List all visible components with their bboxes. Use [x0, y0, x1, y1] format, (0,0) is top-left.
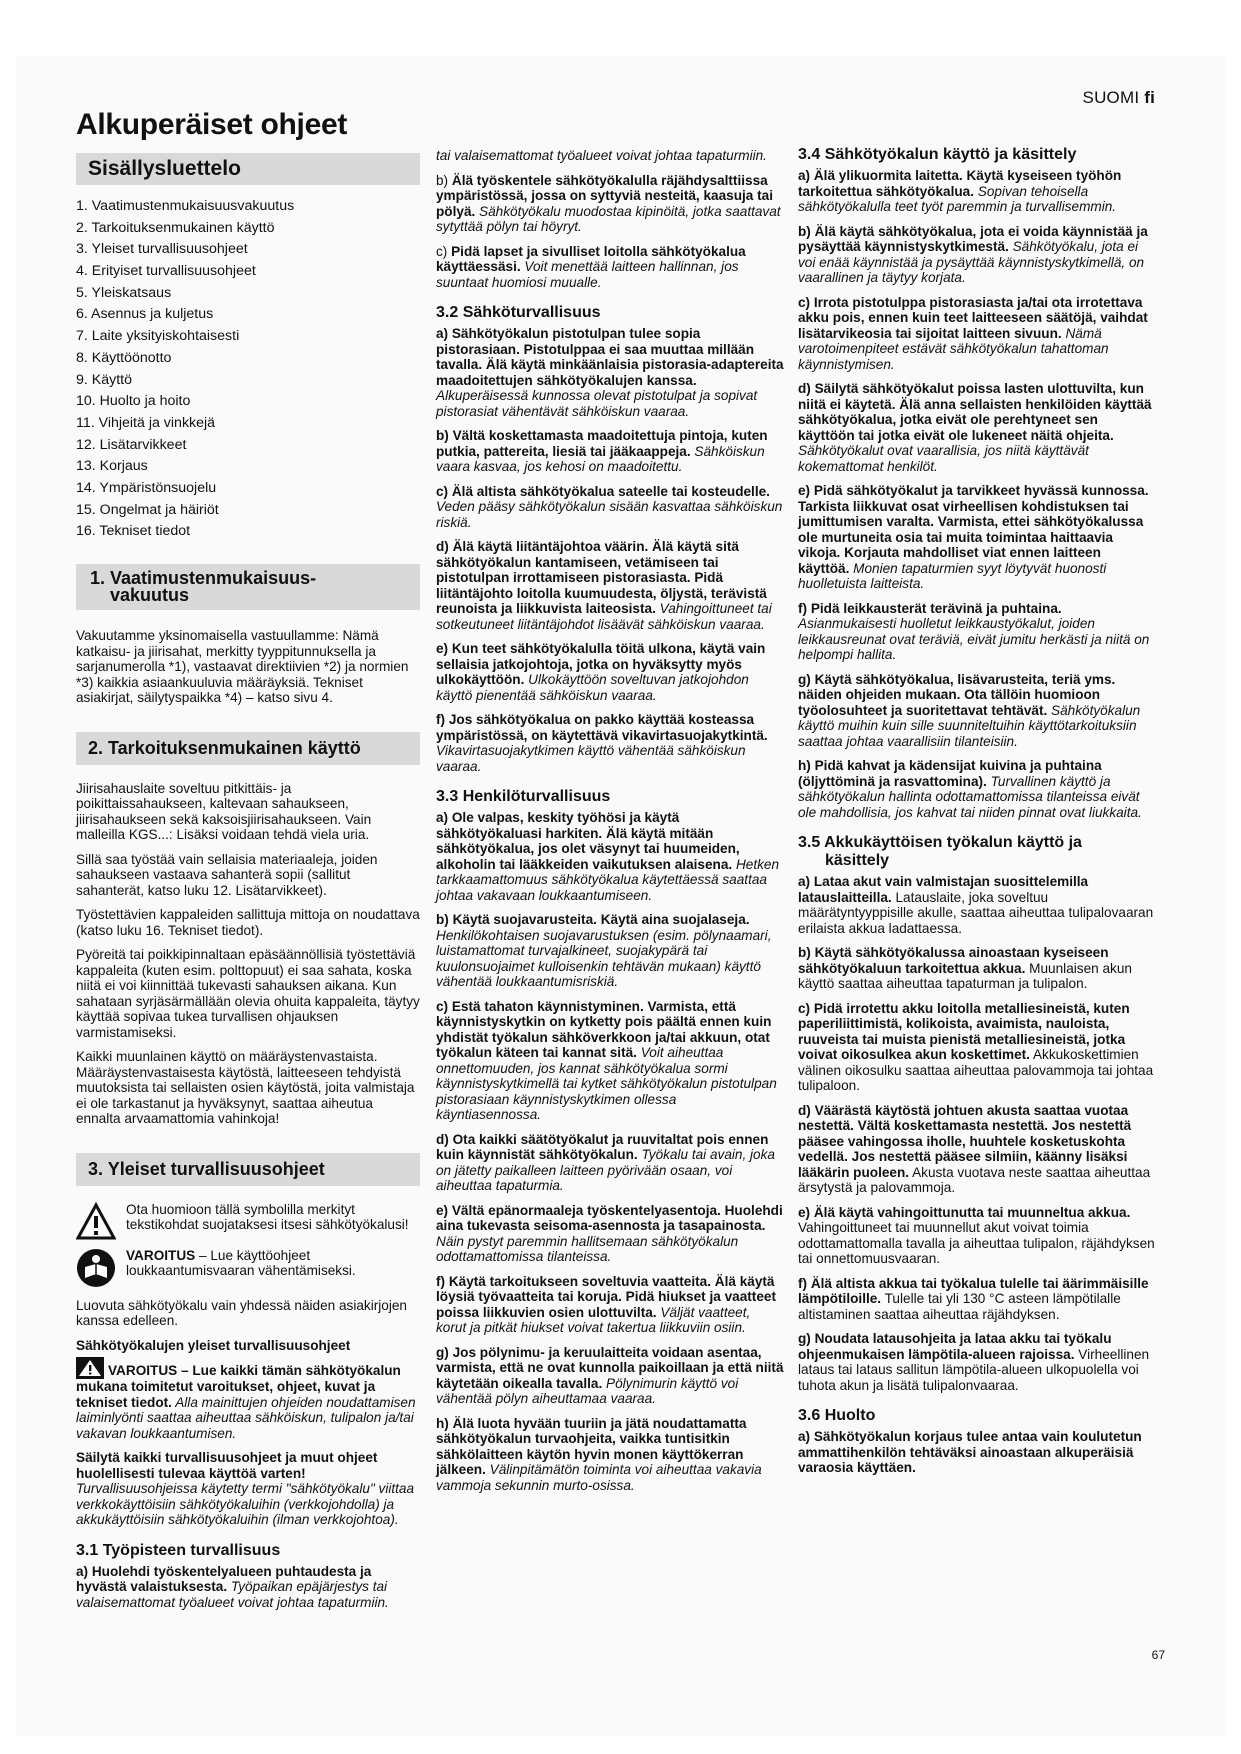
s33g-text: Pölynimurin käyttö voi vähentää pölyn aiheuttamaa vaaraa. — [436, 1375, 739, 1406]
s36a — [798, 1429, 1156, 1476]
s33a-bold: a) Ole valpas, keskity työhösi ja käytä sähkötyökaluasi harkiten. Älä käytä mitään sähkötyökalua, jos olet väsynyt tai huumeiden, alkoholin tai lääkkeiden vaikutuksen alaisena. — [436, 810, 740, 872]
s34b-bold: b) Älä käytä sähkötyökalua, jota ei voida käynnistää ja pysäyttää käynnistyskytkimestä. — [798, 223, 1148, 254]
s34a-bold: a) Älä ylikuormita laitetta. Käytä kyseiseen työhön tarkoitettua sähkötyökalua. — [798, 168, 1122, 199]
symbol-note-text: Ota huomioon tällä symbolilla merkityt tekstikohdat suojataksesi itsesi sähkötyökalusi! — [126, 1201, 409, 1232]
s33e-bold: e) Vältä epänormaaleja työskentelyasentoja. Huolehdi aina tukevasta seisoma-asennosta ja tasapainosta. — [436, 1202, 783, 1233]
s35-heading-line1: 3.5 Akkukäyttöisen työkalun käyttö ja — [798, 834, 1082, 851]
s35d — [798, 1103, 1156, 1196]
s35a — [798, 874, 1156, 936]
s31a-continuation: tai valaisemattomat työalueet voivat johtaa tapaturmiin. — [436, 148, 767, 163]
warning-label: VAROITUS — [126, 1247, 196, 1263]
page-title: Alkuperäiset ohjeet — [76, 108, 348, 141]
toc-item: 7. Laite yksityiskohtaisesti — [76, 328, 240, 345]
s33h-text: Välinpitämätön toiminta voi aiheuttaa vakavia vammoja sekunnin murto-osissa. — [436, 1462, 762, 1493]
s31a-italic: Työpaikan epäjärjestys tai valaisemattomat työalueet voivat johtaa tapaturmiin. — [76, 1579, 389, 1610]
s35g — [798, 1331, 1156, 1393]
warning-text: – Lue käyttöohjeet loukkaantumisvaaran vähentämiseksi. — [126, 1247, 356, 1278]
s33b-bold: b) Käytä suojavarusteita. Käytä aina suojalaseja. — [436, 912, 750, 927]
s32a-text: Alkuperäisessä kunnossa olevat pistotulpat ja sopivat pistorasiat vähentävät sähköiskun vaaraa. — [436, 388, 758, 419]
s35b — [798, 945, 1156, 992]
toc-heading: Sisällysluettelo — [76, 153, 420, 185]
s33b-text: Henkilökohtaisen suojavarustuksen (esim. pölynaamari, luistamattomat turvajalkineet, suojakypärä tai kuulonsuojaimet kulloisenkin tehtävän mukaan) käyttö vähentää loukkaantumisriskiä. — [436, 927, 772, 989]
s34h — [798, 758, 1156, 820]
s34b-text: Sähkötyökalu, jota ei voi enää käynnistää ja pysäyttää käynnistyskytkimellä, on vaarallinen ja täytyy korjata. — [798, 239, 1145, 285]
s31c — [436, 244, 784, 291]
s34d-bold: d) Säilytä sähkötyökalut poissa lasten ulottuvilta, kun niitä ei käytetä. Älä anna sellaisten henkilöiden käyttää sähkötyökalua, jotka eivät ole perehtyneet sen käyttöön tai jotka eivät ole lukeneet näitä ohjeita. — [798, 381, 1152, 443]
s34c — [798, 295, 1156, 373]
section-1-heading-line1: 1. Vaatimustenmukaisuus- — [90, 568, 317, 588]
s34e-text: Monien tapaturmien syyt löytyvät huonosti huolletuista laitteista. — [798, 560, 1107, 591]
s33f — [436, 1274, 784, 1336]
s34c-bold: c) Irrota pistotulppa pistorasiasta ja/tai ota irrotettava akku pois, ennen kuin teet laitteeseen säätöjä, vaihdat lisätarvikeosia tai sijoitat laitteen sivuun. — [798, 294, 1148, 341]
s33g — [436, 1345, 784, 1407]
general-warning — [76, 1357, 420, 1441]
s35g-text: Virheellinen lataus tai lataus sallitun lämpötila-alueen ulkopuolella voi tuhota akun ja lisätä tulipalonvaaraa. — [798, 1346, 1150, 1393]
page-number: 67 — [1151, 1648, 1165, 1662]
s35g-bold: g) Noudata latausohjeita ja lataa akku tai työkalu ohjeenmukaisen lämpötila-alueen rajoissa. — [798, 1331, 1112, 1362]
s35e — [798, 1205, 1156, 1267]
s33d-text: Työkalu tai avain, joka on jätetty paikalleen laitteen pyörivään osaan, voi aiheuttaa tapaturmia. — [436, 1147, 775, 1193]
column-1 — [76, 564, 420, 1619]
s34a — [798, 168, 1156, 215]
section-3-5-heading — [798, 834, 1156, 870]
s32e — [436, 641, 784, 703]
s32c-bold: c) Älä altista sähkötyökalua sateelle tai kosteudelle. — [436, 483, 770, 499]
s32e-bold: e) Kun teet sähkötyökalulla töitä ulkona, käytä vain sellaisia jatkojohtoja, jotka on hyväksytty myös ulkokäyttöön. — [436, 641, 766, 687]
read-manual-note — [76, 1248, 420, 1288]
s32b — [436, 428, 784, 475]
s32c — [436, 484, 784, 531]
s35d-bold: d) Väärästä käytöstä johtuen akusta saattaa vuotaa nestettä. Vältä koskettamasta nestettä. Jos nestettä pääsee vahingossa iholle, huuhtele kosketuskohta vedellä. Jos nestettä pääsee silmiin, käänny lisäksi lääkärin puoleen. — [798, 1102, 1132, 1180]
s35d-text: Akusta vuotava neste saattaa aiheuttaa ärsytystä ja palovammoja. — [798, 1164, 1151, 1195]
s34d-text: Sähkötyökalut ovat vaarallisia, jos niitä käyttävät kokemattomat henkilöt. — [798, 443, 1089, 474]
section-2-paragraph: Kaikki muunlainen käyttö on määräystenvastaista. Määräystenvastaisesta käytöstä, laitteeseen tehdyistä muutoksista tai sellaisten osien käytöstä, joita valmistaja ei ole tarkastanut ja hyväksynyt, saattaa aiheutua ennalta arvaamattomia vahinkoja! — [76, 1049, 415, 1126]
s32c-text: Veden pääsy sähkötyökalun sisään kasvattaa sähköiskun riskiä. — [436, 499, 783, 530]
s33f-text: Väljät vaatteet, korut ja pitkät hiukset voivat takertua liikkuviin osiin. — [436, 1304, 751, 1335]
s35e-text: Vahingoittuneet tai muunnellut akut voivat toimia odottamattomalla tavalla ja aiheuttaa tulipalon, räjähdyksen tai onnettomuusvaaran. — [798, 1220, 1155, 1266]
toc-item: 8. Käyttöönotto — [76, 349, 172, 366]
toc-item: 13. Korjaus — [76, 458, 148, 475]
s35b-bold: b) Käytä sähkötyökalussa ainoastaan kyseiseen sähkötyökaluun tarkoitettua akkua. — [798, 945, 1109, 976]
warning-small-icon — [76, 1357, 104, 1379]
s31b — [436, 173, 784, 235]
s32f-bold: f) Jos sähkötyökalua on pakko käyttää kosteassa ympäristössä, on käytettävä vikavirtasuojakytkintä. — [436, 712, 768, 743]
s34b — [798, 224, 1156, 286]
s33d — [436, 1132, 784, 1194]
s34f-text: Asianmukaisesti huolletut leikkaustyökalut, joiden leikkausreunat ovat teräviä, eivät jumitu herkästi ja niitä on helpompi hallita. — [798, 616, 1150, 662]
s35f-text: Tulelle tai yli 130 °C asteen lämpötilalle altistaminen saattaa aiheuttaa räjähdyksen. — [798, 1291, 1121, 1322]
toc-item: 6. Asennus ja kuljetus — [76, 306, 214, 323]
section-1-heading-line2: vakuutus — [110, 585, 190, 605]
s34c-text: Nämä varotoimenpiteet estävät sähkötyökalun tahattoman käynnistymisen. — [798, 325, 1109, 372]
s32b-bold: b) Vältä koskettamasta maadoitettuja pintoja, kuten putkia, pattereita, liesiä tai jääkaappeja. — [436, 428, 768, 459]
section-2-paragraph: Sillä saa työstää vain sellaisia materiaaleja, joiden sahaukseen vastaava sahanterä sopii (sallitut sahanterät, katso luku 12. Lisätarvikkeet). — [76, 851, 378, 898]
s33a — [436, 810, 784, 903]
toc-item: 9. Käyttö — [76, 371, 132, 388]
section-3-6-heading: 3.6 Huolto — [798, 1407, 876, 1424]
s33h — [436, 1416, 784, 1494]
section-3-3-heading: 3.3 Henkilöturvallisuus — [436, 788, 611, 805]
s32a — [436, 326, 784, 419]
toc-item: 2. Tarkoituksenmukainen käyttö — [76, 219, 275, 236]
s31b-bold: Älä työskentele sähkötyökalulla räjähdysalttiissa ympäristössä, jossa on syttyviä nesteitä, kaasuja tai pölyä. — [436, 172, 773, 219]
s31c-bold: Pidä lapset ja sivulliset loitolla sähkötyökalua käyttäessäsi. — [436, 243, 746, 274]
s31b-lead: b) — [436, 172, 452, 188]
keep-instructions-bold: Säilytä kaikki turvallisuusohjeet ja muut ohjeet huolellisesti tulevaa käyttöä varten! — [76, 1450, 378, 1481]
s33e-text: Näin pystyt paremmin hallitsemaan sähkötyökalun odottamattomissa tilanteissa. — [436, 1233, 739, 1264]
s35a-text: Latauslaite, joka soveltuu määrätyntyyppisille akulle, saattaa aiheuttaa tulipalovaaran erilaista akkua ladattaessa. — [798, 889, 1154, 936]
general-warning-italic: Alla mainittujen ohjeiden noudattamisen laiminlyönti saattaa aiheuttaa sähköiskun, tulipalon ja/tai vakavan loukkaantumisen. — [76, 1394, 416, 1441]
handover-text: Luovuta sähkötyökalu vain yhdessä näiden asiakirjojen kanssa edelleen. — [76, 1297, 407, 1328]
s35b-text: Muunlaisen akun käyttö saattaa aiheuttaa tapaturman ja tulipalon. — [798, 960, 1132, 991]
s31c-italic: Voit menettää laitteen hallinnan, jos suuntaat huomiosi muualle. — [436, 259, 739, 290]
s34h-text: Turvallinen käyttö ja sähkötyökalun hallinta odottamattomissa tilanteissa eivät ole mahdollisia, jos kahvat tai niiden pinnat ovat liukkaita. — [798, 773, 1142, 820]
section-3-4-heading: 3.4 Sähkötyökalun käyttö ja käsittely — [798, 146, 1077, 163]
toc-item: 5. Yleiskatsaus — [76, 284, 172, 301]
section-1-heading — [76, 564, 420, 610]
table-of-contents — [76, 196, 294, 543]
s33e — [436, 1203, 784, 1265]
section-2-paragraph: Pyöreitä tai poikkipinnaltaan epäsäännöllisiä työstettäviä kappaleita (kuten esim. polttopuut) ei saa sahata, koska niitä ei voi kiinnittää tukevasti sahauksen aikana. Kun sahataan syrjäsärmällään olevia ohuita kappaleita, täytyy käyttää sopivaa tukea turvallisen ohjauksen varmistamiseksi. — [76, 947, 420, 1040]
toc-item: 11. Vihjeitä ja vinkkejä — [76, 414, 216, 431]
s33d-bold: d) Ota kaikki säätötyökalut ja ruuvitaltat pois ennen kuin käynnistät sähkötyökalun. — [436, 1131, 769, 1162]
read-manual-icon — [76, 1248, 116, 1288]
toc-item: 14. Ympäristönsuojelu — [76, 479, 217, 496]
s32a-bold: a) Sähkötyökalun pistotulpan tulee sopia pistorasiaan. Pistotulppaa ei saa muuttaa millään tavalla. Älä käytä minkäänlaisia pistorasia-adaptereita maadoitettujen sähkötyökalujen kanssa. — [436, 326, 784, 388]
s35f — [798, 1276, 1156, 1323]
s35-heading-line2: käsittely — [825, 852, 890, 869]
s34g-bold: g) Käytä sähkötyökalua, lisävarusteita, teriä yms. näiden ohjeiden mukaan. Ota tällöin huomioon työolosuhteet ja suoritettavat tehtävät. — [798, 671, 1116, 718]
s32d-text: Vahingoittuneet tai sotkeutuneet liitäntäjohdot lisäävät sähköiskun vaaraa. — [436, 601, 772, 632]
s32d — [436, 539, 784, 632]
column-2 — [436, 148, 784, 1502]
s34e — [798, 483, 1156, 592]
s35f-bold: f) Älä altista akkua tai työkalua tulelle tai äärimmäisille lämpötiloille. — [798, 1275, 1149, 1306]
s31c-lead: c) — [436, 243, 452, 259]
warning-symbol-note — [76, 1202, 420, 1242]
section-2-paragraph: Työstettävien kappaleiden sallittuja mittoja on noudattava (katso luku 16. Tekniset tiedot). — [76, 907, 420, 938]
s34d — [798, 381, 1156, 474]
s34h-bold: h) Pidä kahvat ja kädensijat kuivina ja puhtaina (öljyttöminä ja rasvattomina). — [798, 758, 1102, 789]
section-2-body — [76, 781, 420, 1127]
toc-item: 12. Lisätarvikkeet — [76, 436, 187, 453]
column-3 — [798, 146, 1156, 1485]
section-2-heading: 2. Tarkoituksenmukainen käyttö — [76, 732, 420, 765]
s35e-bold: e) Älä käytä vahingoittunutta tai muunneltua akkua. — [798, 1204, 1131, 1220]
s33a-text: Hetken tarkkaamattomuus sähkötyökalua käytettäessä saattaa johtaa vakavaan loukkaantumiseen. — [436, 856, 780, 903]
s34f-bold: f) Pidä leikkausterät terävinä ja puhtaina. — [798, 600, 1062, 616]
s32d-bold: d) Älä käytä liitäntäjohtoa väärin. Älä käytä sitä sähkötyökalun kantamiseen, vetämiseen tai pistotulpan irrottamiseen pistorasiasta. Pidä liitäntäjohto loitolla kuumuudesta, öljystä, terävistä reunoista ja liikkuvista laiteosista. — [436, 539, 767, 616]
s33c-text: Voit aiheuttaa onnettomuuden, jos kannat sähkötyökalua sormi käynnistyskytkimellä tai kytket sähkötyökalun pistotulpan pistorasiaan käynnistyskytkimen ollessa käyntiasennossa. — [436, 1045, 777, 1122]
s33c-bold: c) Estä tahaton käynnistyminen. Varmista, että käynnistyskytkin on kytketty pois päältä ennen kuin yhdistät työkalun sähköverkkoon ja/tai akkuun, otat työkalun käteen tai kannat sitä. — [436, 998, 772, 1060]
s33f-bold: f) Käytä tarkoitukseen soveltuvia vaatteita. Älä käytä löysiä työvaatteita tai koruja. Pidä hiukset ja vaatteet poissa liikkuvien osien ulottuvilta. — [436, 1273, 776, 1320]
toc-item: 1. Vaatimustenmukaisuusvakuutus — [76, 198, 295, 214]
s31a-bold: a) Huolehdi työskentelyalueen puhtaudesta ja hyvästä valaistuksesta. — [76, 1563, 372, 1594]
toc-item: 16. Tekniset tiedot — [76, 523, 191, 540]
s32f — [436, 712, 784, 774]
s34g — [798, 672, 1156, 750]
s35a-bold: a) Lataa akut vain valmistajan suosittelemilla latauslaitteilla. — [798, 874, 1089, 905]
s35c-text: Akkukoskettimien välinen oikosulku saattaa aiheuttaa palovammoja tai johtaa tulipaloon. — [798, 1047, 1154, 1093]
s33h-bold: h) Älä luota hyvään tuuriin ja jätä noudattamatta sähkötyökalun turvaohjeita, vaikka tuntisitkin sähkölaitteen käytön hyvin monen käyttökerran jälkeen. — [436, 1415, 747, 1477]
toc-item: 10. Huolto ja hoito — [76, 393, 191, 410]
s34f — [798, 601, 1156, 663]
toc-item: 4. Erityiset turvallisuusohjeet — [76, 263, 256, 280]
keep-instructions-italic: Turvallisuusohjeissa käytetty termi "sähkötyökalu" viittaa verkkokäyttöisiin sähkötyökaluihin (verkkojohdolla) ja akkukäyttöisiin sähkötyökaluihin (ilman verkkojohtoa). — [76, 1481, 415, 1527]
s34a-text: Sopivan tehoisella sähkötyökalulla teet työt paremmin ja turvallisemmin. — [798, 183, 1117, 214]
s32b-text: Sähköiskun vaara kasvaa, jos kehosi on maadoitettu. — [436, 443, 765, 474]
section-3-2-heading: 3.2 Sähköturvallisuus — [436, 304, 601, 321]
language-label — [1083, 88, 1155, 108]
section-3-heading: 3. Yleiset turvallisuusohjeet — [76, 1153, 420, 1186]
language-code: fi — [1144, 88, 1155, 107]
s31b-italic: Sähkötyökalu muodostaa kipinöitä, jotka saattavat sytyttää pölyn tai höyryt. — [436, 203, 781, 234]
s34e-bold: e) Pidä sähkötyökalut ja tarvikkeet hyvässä kunnossa. Tarkista liikkuvat osat virheellisen kohdistuksen tai jumittumisen varalta. Varmista, ettei sähkötyökalussa ole murtuneita osia tai muita toimintaa haittaavia vikoja. Korjauta mahdolliset viat ennen laitteen käyttöä. — [798, 483, 1149, 576]
section-2-paragraph: Jiirisahauslaite soveltuu pitkittäis- ja poikittaissahaukseen, kaltevaan sahaukseen, jiirisahaukseen sekä kaksoisjiirisahaukseen. Vain malleilla KGS...: Lisäksi voidaan tehdä viela uria. — [76, 780, 372, 842]
general-warning-bold: VAROITUS – Lue kaikki tämän sähkötyökalun mukana toimitetut varoitukset, ohjeet, kuvat ja tekniset tiedot. — [76, 1363, 401, 1410]
s35c — [798, 1001, 1156, 1094]
language-name: SUOMI — [1082, 88, 1140, 107]
s33g-bold: g) Jos pölynimu- ja keruulaitteita voidaan asentaa, varmista, että ne ovat kunnolla paikoillaan ja että niitä käytetään oikealla tavalla. — [436, 1344, 784, 1391]
s36a-bold: a) Sähkötyökalun korjaus tulee antaa vain koulutetun ammattihenkilön tehtäväksi ainoastaan alkuperäisiä varaosia käyttäen. — [798, 1429, 1142, 1475]
general-safety-heading: Sähkötyökalujen yleiset turvallisuusohjeet — [76, 1337, 351, 1353]
s34g-text: Sähkötyökalun käyttö muihin kuin sille suunniteltuihin käyttötarkoituksiin saattaa johtaa vaarallisiin tilanteisiin. — [798, 702, 1141, 749]
s32f-text: Vikavirtasuojakytkimen käyttö vähentää sähköiskun vaaraa. — [436, 743, 746, 774]
s33b — [436, 912, 784, 990]
toc-item: 15. Ongelmat ja häiriöt — [76, 501, 219, 518]
s33c — [436, 999, 784, 1123]
s32e-text: Ulkokäyttöön soveltuvan jatkojohdon käyttö pienentää sähköiskun vaaraa. — [436, 672, 749, 703]
section-3-1-heading: 3.1 Työpisteen turvallisuus — [76, 1541, 281, 1559]
section-1-text: Vakuutamme yksinomaisella vastuullamme: Nämä katkaisu- ja jiirisahat, merkitty tyyppitunnuksella ja sarjanumerolla *1), vastaavat direktiivien *2) ja normien *3) kaikkia asiaankuuluvia määräyksiä. Tekniset asiakirjat, säilytyspaikka *4) – katso sivu 4. — [76, 628, 409, 705]
warning-triangle-icon — [76, 1202, 116, 1242]
toc-item: 3. Yleiset turvallisuusohjeet — [76, 241, 248, 258]
s35c-bold: c) Pidä irrotettu akku loitolla metalliesineistä, kuten paperiliittimistä, kolikoista, avaimista, nauloista, ruuveista tai muista pienistä metalliesineistä, jotka voivat oikosulkea akun koskettimet. — [798, 1000, 1130, 1062]
